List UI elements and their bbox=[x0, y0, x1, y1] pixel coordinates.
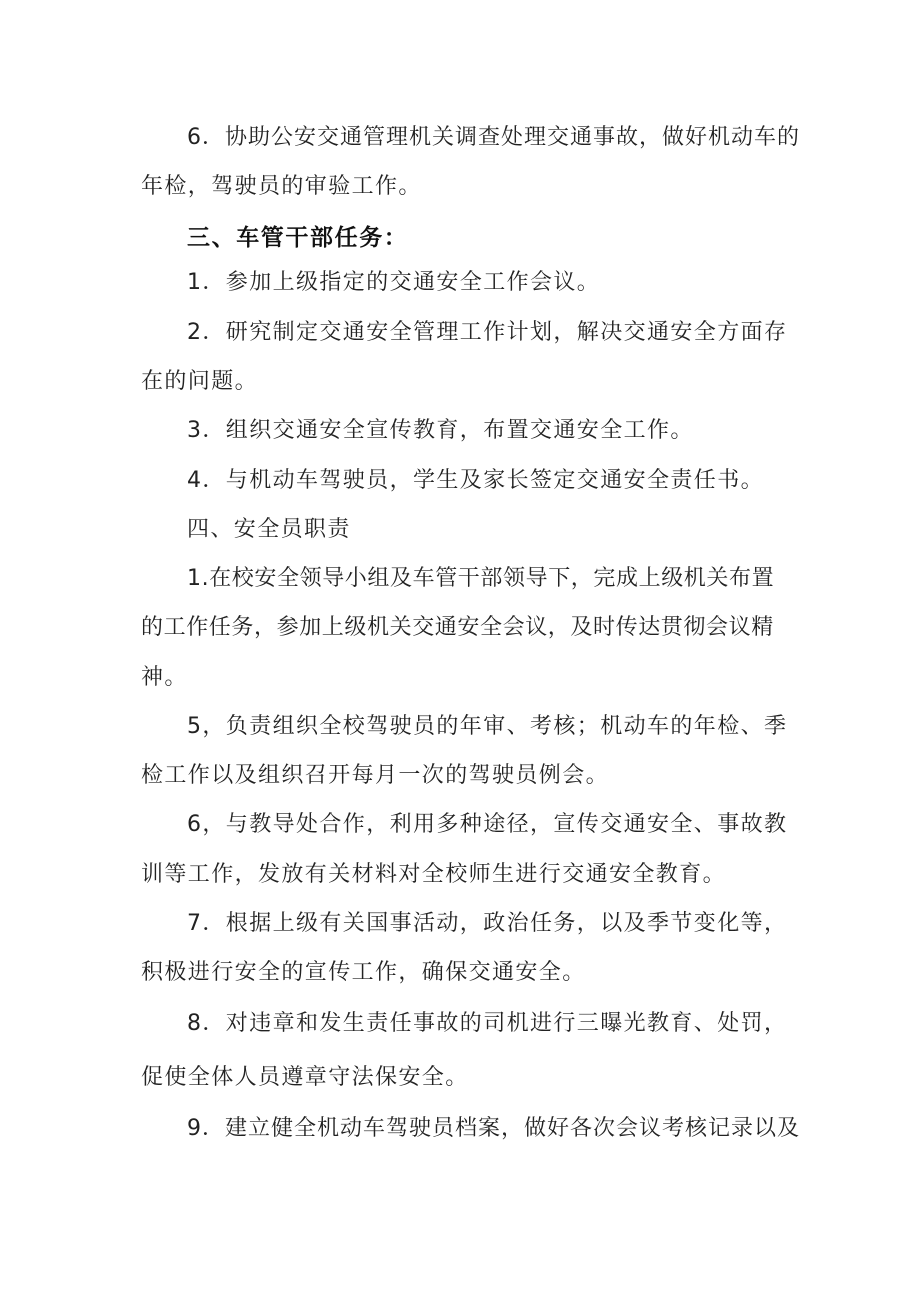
paragraph-line: 4．与机动车驾驶员，学生及家长签定交通安全责任书。 bbox=[187, 468, 764, 493]
section-heading: 四、安全员职责 bbox=[187, 517, 351, 542]
paragraph-line: 3．组织交通安全宣传教育，布置交通安全工作。 bbox=[187, 418, 694, 443]
paragraph-line: 5，负责组织全校驾驶员的年审、考核；机动车的年检、季 bbox=[187, 714, 788, 739]
paragraph-line: 积极进行安全的宣传工作，确保交通安全。 bbox=[141, 960, 586, 985]
paragraph-line: 2．研究制定交通安全管理工作计划，解决交通安全方面存 bbox=[187, 320, 788, 345]
paragraph-line: 神。 bbox=[141, 665, 188, 690]
paragraph-line: 1．参加上级指定的交通安全工作会议。 bbox=[187, 270, 601, 295]
paragraph-line: 的工作任务，参加上级机关交通安全会议，及时传达贯彻会议精 bbox=[141, 615, 774, 640]
paragraph-line: 9．建立健全机动车驾驶员档案，做好各次会议考核记录以及 bbox=[187, 1116, 800, 1141]
paragraph-line: 8．对违章和发生责任事故的司机进行三曝光教育、处罚， bbox=[187, 1011, 788, 1036]
paragraph-line: 促使全体人员遵章守法保安全。 bbox=[141, 1065, 469, 1090]
paragraph-line: 1.在校安全领导小组及车管干部领导下，完成上级机关布置 bbox=[187, 566, 775, 591]
paragraph-line: 6，与教导处合作，利用多种途径，宣传交通安全、事故教 bbox=[187, 812, 788, 837]
section-heading: 三、车管干部任务： bbox=[187, 225, 409, 251]
paragraph-line: 检工作以及组织召开每月一次的驾驶员例会。 bbox=[141, 763, 610, 788]
paragraph-line: 年检，驾驶员的审验工作。 bbox=[141, 174, 422, 199]
paragraph-line: 在的问题。 bbox=[141, 369, 259, 394]
paragraph-line: 7．根据上级有关国事活动，政治任务，以及季节变化等， bbox=[187, 911, 788, 936]
paragraph-line: 6．协助公安交通管理机关调查处理交通事故，做好机动车的 bbox=[187, 125, 800, 150]
paragraph-line: 训等工作，发放有关材料对全校师生进行交通安全教育。 bbox=[141, 862, 727, 887]
